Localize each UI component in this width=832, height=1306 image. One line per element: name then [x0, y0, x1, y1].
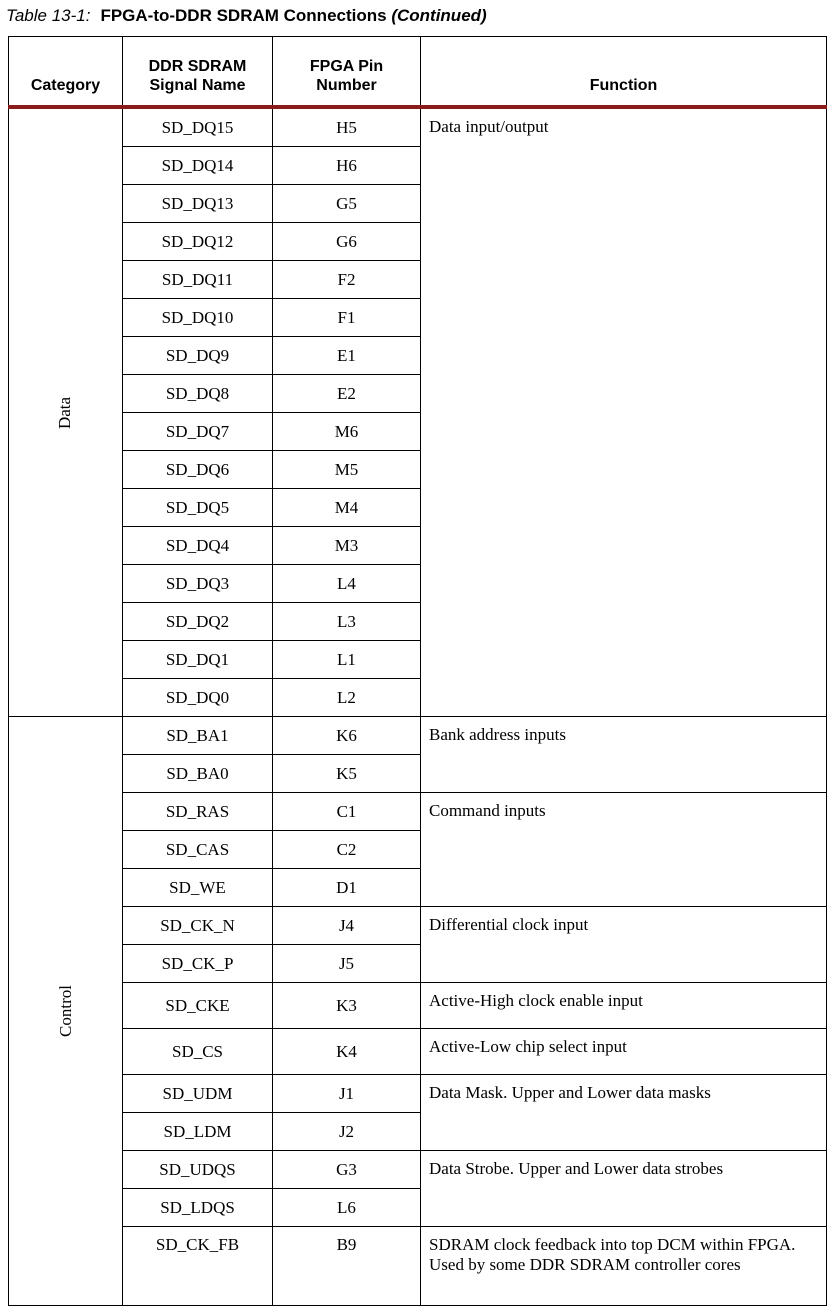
- function-bank: Bank address inputs: [421, 717, 827, 793]
- signal-name: SD_DQ3: [123, 565, 273, 603]
- table-row: [9, 107, 827, 147]
- pin-number: E2: [273, 375, 421, 413]
- header-function: Function: [421, 37, 827, 108]
- signal-name: SD_CS: [123, 1029, 273, 1075]
- signal-name: SD_RAS: [123, 793, 273, 831]
- table-row: [9, 1227, 827, 1306]
- category-data: Data: [9, 107, 123, 717]
- pin-number: M5: [273, 451, 421, 489]
- pin-number: H5: [273, 107, 421, 147]
- pin-number: L2: [273, 679, 421, 717]
- pin-number: C2: [273, 831, 421, 869]
- table-label: Table 13-1:: [6, 6, 91, 25]
- function-cs: Active-Low chip select input: [421, 1029, 827, 1075]
- signal-name: SD_LDM: [123, 1113, 273, 1151]
- pin-number: M6: [273, 413, 421, 451]
- pin-number: G6: [273, 223, 421, 261]
- table-row: [9, 1151, 827, 1189]
- pin-number: K6: [273, 717, 421, 755]
- pin-number: K3: [273, 983, 421, 1029]
- pin-number: J4: [273, 907, 421, 945]
- signal-name: SD_CK_N: [123, 907, 273, 945]
- table-row: [9, 1029, 827, 1075]
- pin-number: L1: [273, 641, 421, 679]
- table-row: [9, 717, 827, 755]
- signal-name: SD_DQ6: [123, 451, 273, 489]
- function-data: Data input/output: [421, 107, 827, 717]
- signal-name: SD_UDM: [123, 1075, 273, 1113]
- pin-number: M4: [273, 489, 421, 527]
- connections-table: [8, 36, 827, 1306]
- signal-name: SD_DQ11: [123, 261, 273, 299]
- signal-name: SD_DQ13: [123, 185, 273, 223]
- table-caption: [6, 6, 487, 30]
- pin-number: J2: [273, 1113, 421, 1151]
- header-pin-number: FPGA Pin Number: [273, 37, 421, 108]
- pin-number: F1: [273, 299, 421, 337]
- signal-name: SD_DQ2: [123, 603, 273, 641]
- signal-name: SD_CKE: [123, 983, 273, 1029]
- signal-name: SD_BA0: [123, 755, 273, 793]
- signal-name: SD_CK_FB: [123, 1227, 273, 1306]
- function-mask: Data Mask. Upper and Lower data masks: [421, 1075, 827, 1151]
- pin-number: C1: [273, 793, 421, 831]
- table-row: [9, 983, 827, 1029]
- pin-number: B9: [273, 1227, 421, 1306]
- pin-number: J1: [273, 1075, 421, 1113]
- header-row: [9, 37, 827, 108]
- table-continued: (Continued): [391, 6, 487, 25]
- header-category: Category: [9, 37, 123, 108]
- pin-number: F2: [273, 261, 421, 299]
- pin-number: L3: [273, 603, 421, 641]
- signal-name: SD_DQ15: [123, 107, 273, 147]
- pin-number: G3: [273, 1151, 421, 1189]
- function-cke: Active-High clock enable input: [421, 983, 827, 1029]
- pin-number: D1: [273, 869, 421, 907]
- signal-name: SD_DQ1: [123, 641, 273, 679]
- pin-number: M3: [273, 527, 421, 565]
- category-control: Control: [9, 717, 123, 1306]
- pin-number: K4: [273, 1029, 421, 1075]
- signal-name: SD_DQ14: [123, 147, 273, 185]
- signal-name: SD_DQ10: [123, 299, 273, 337]
- signal-name: SD_UDQS: [123, 1151, 273, 1189]
- signal-name: SD_DQ0: [123, 679, 273, 717]
- pin-number: E1: [273, 337, 421, 375]
- pin-number: L6: [273, 1189, 421, 1227]
- pin-number: K5: [273, 755, 421, 793]
- table-row: [9, 793, 827, 831]
- signal-name: SD_BA1: [123, 717, 273, 755]
- table-row: [9, 907, 827, 945]
- signal-name: SD_WE: [123, 869, 273, 907]
- pin-number: J5: [273, 945, 421, 983]
- function-clock: Differential clock input: [421, 907, 827, 983]
- signal-name: SD_DQ9: [123, 337, 273, 375]
- table-title: FPGA-to-DDR SDRAM Connections: [100, 6, 387, 25]
- signal-name: SD_CK_P: [123, 945, 273, 983]
- table-row: [9, 1075, 827, 1113]
- function-command: Command inputs: [421, 793, 827, 907]
- signal-name: SD_LDQS: [123, 1189, 273, 1227]
- signal-name: SD_DQ4: [123, 527, 273, 565]
- signal-name: SD_DQ5: [123, 489, 273, 527]
- header-signal-name: DDR SDRAM Signal Name: [123, 37, 273, 108]
- function-feedback: SDRAM clock feedback into top DCM within FPGA. Used by some DDR SDRAM controller cores: [421, 1227, 827, 1306]
- signal-name: SD_DQ7: [123, 413, 273, 451]
- signal-name: SD_DQ12: [123, 223, 273, 261]
- signal-name: SD_CAS: [123, 831, 273, 869]
- function-strobe: Data Strobe. Upper and Lower data strobes: [421, 1151, 827, 1227]
- pin-number: H6: [273, 147, 421, 185]
- signal-name: SD_DQ8: [123, 375, 273, 413]
- pin-number: L4: [273, 565, 421, 603]
- pin-number: G5: [273, 185, 421, 223]
